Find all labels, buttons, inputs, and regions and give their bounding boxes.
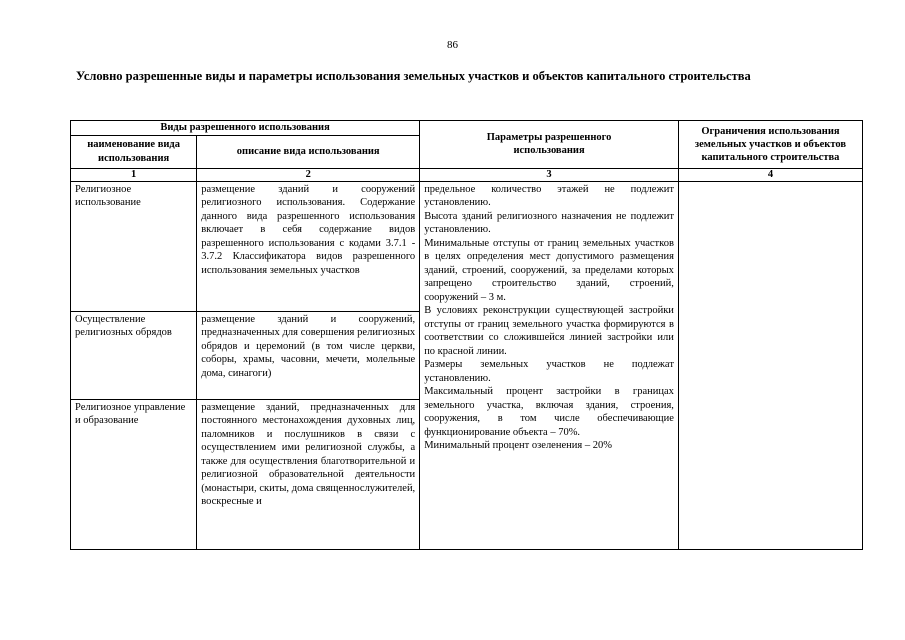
header-name: наименование вида использования	[71, 135, 197, 168]
use-description: размещение зданий и сооружений религиозного использования. Содержание данного вида разрешенного использования включает в себя содержание видов разрешенного использования с кодами 3.7.1 - 3.7.2 Классификатора видов разрешенного использования земельных участков	[197, 181, 420, 311]
document-title: Условно разрешенные виды и параметры использования земельных участков и объектов капитального строительства	[76, 69, 751, 83]
limits-cell	[678, 181, 862, 549]
land-use-table	[70, 120, 863, 550]
parameter-text: Минимальный процент озеленения – 20%	[424, 440, 612, 451]
column-number: 3	[420, 168, 679, 181]
header-limits: Ограничения использования земельных участков и объектов капитального строительства	[678, 121, 862, 169]
parameter-text: Максимальный процент застройки в границах земельного участка, включая здания, строения, сооружения, в том числе обеспечивающие функционирование объекта – 70%.	[424, 386, 674, 438]
use-description: размещение зданий и сооружений, предназначенных для совершения религиозных обрядов и церемоний (в том числе церкви, соборы, храмы, часовни, мечети, молельные дома, синагоги)	[197, 311, 420, 399]
parameters-cell	[420, 181, 679, 549]
page-number: 86	[447, 39, 458, 51]
column-number: 2	[197, 168, 420, 181]
use-name: Религиозное использование	[71, 181, 197, 311]
use-name: Осуществление религиозных обрядов	[71, 311, 197, 399]
header-params: Параметры разрешенного использования	[420, 121, 679, 169]
table-row	[71, 181, 863, 311]
use-description: размещение зданий, предназначенных для постоянного местонахождения духовных лиц, паломников и послушников в связи с осуществлением ими религиозной службы, а также для осуществления благотворительной и религиозной образовательной деятельности (монастыри, скиты, дома священнослужителей, воскресные и	[197, 399, 420, 549]
parameter-text: Размеры земельных участков не подлежат установлению.	[424, 359, 674, 384]
column-number-row	[71, 168, 863, 181]
header-description: описание вида использования	[197, 135, 420, 168]
column-number: 4	[678, 168, 862, 181]
table-header-row	[71, 121, 863, 136]
parameter-text: Высота зданий религиозного назначения не подлежит установлению.	[424, 210, 674, 235]
parameter-text: предельное количество этажей не подлежит установлению.	[424, 183, 674, 208]
column-number: 1	[71, 168, 197, 181]
header-group-label: Виды разрешенного использования	[71, 121, 420, 136]
parameter-text: В условиях реконструкции существующей застройки отступы от границ земельного участка формируются в соответствии со сложившейся линией застройки или по красной линии.	[424, 305, 674, 357]
use-name: Религиозное управление и образование	[71, 399, 197, 549]
parameter-text: Минимальные отступы от границ земельных участков в целях определения мест допустимого размещения зданий, строений, сооружений, за пределами которых запрещено строительство зданий, строений, сооружений – 3 м.	[424, 237, 674, 303]
